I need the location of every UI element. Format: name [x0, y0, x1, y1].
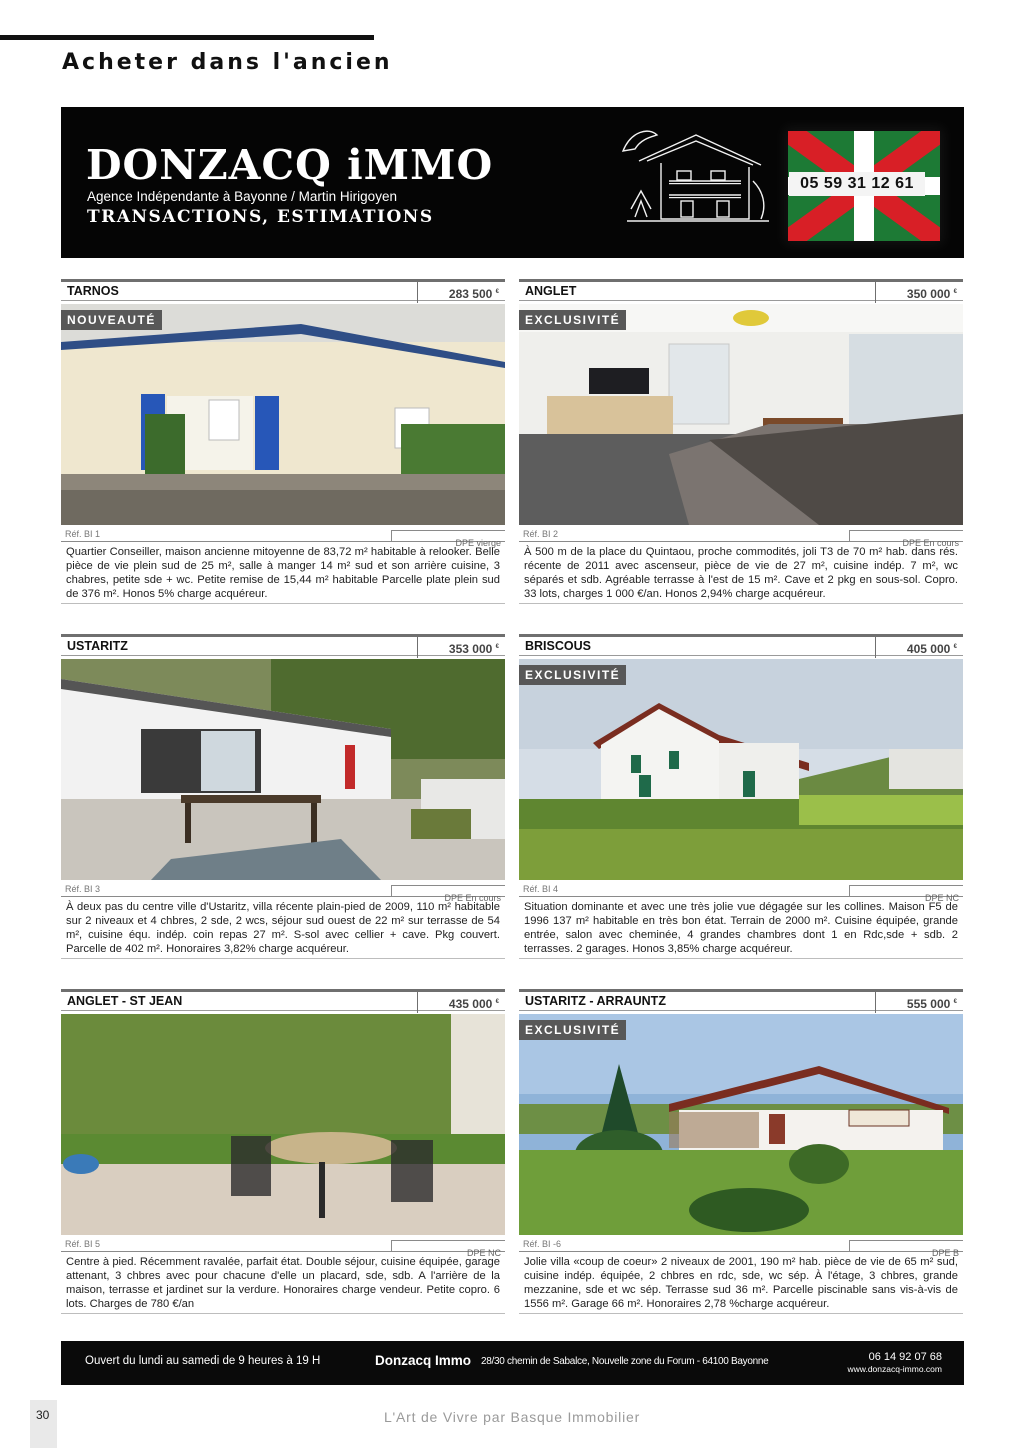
footer-address: 28/30 chemin de Sabalce, Nouvelle zone du Forum - 64100 Bayonne: [481, 1356, 769, 1367]
listing-badge: EXCLUSIVITÉ: [519, 665, 626, 685]
listing-city: ANGLET - ST JEAN: [67, 994, 183, 1008]
listing-city: USTARITZ - ARRAUNTZ: [525, 994, 666, 1008]
listing-city: TARNOS: [67, 284, 119, 298]
listing-photo: [61, 659, 505, 880]
section-title: Acheter dans l'ancien: [62, 50, 393, 75]
brand-services: TRANSACTIONS, ESTIMATIONS: [87, 207, 434, 227]
agency-banner: [61, 107, 964, 258]
listing-price: 283 500 €: [448, 287, 499, 301]
listing-description: Jolie villa «coup de coeur» 2 niveaux de 2001, 190 m² hab. pièce de vie de 65 m² sud, cuisine indép. équipée, 2 chbres en rdc, sde, wc sép. À l'étage, 3 chbres, grande mezzanine, sde et wc sép. Terrasse sud 36 m². Parcelle piscinable sans vis-à-vis de 1556 m². Garage 66 m². Honoraires 2,78 %charge acquéreur.: [524, 1256, 958, 1310]
footer-brand: Donzacq Immo: [375, 1353, 472, 1368]
listing-card: [519, 634, 963, 959]
listing-dpe: DPE NC: [466, 1248, 501, 1258]
listing-description: À 500 m de la place du Quintaou, proche commodités, joli T3 de 70 m² hab. dans rés. récente de 2011 avec ascenseur, pièce de vie de 27 m², cuisine indép. 7 m², wc séparés et sdb. Agréable terrasse à l'est de 15 m². Cave et 2 pkg en sous-sol. Copro. 33 lots, charges 1 000 €/an. Honos 2,94% charge acquéreur.: [524, 546, 958, 600]
listing-ref: Réf. BI 3: [65, 884, 101, 894]
listing-description: À deux pas du centre ville d'Ustaritz, villa récente plain-pied de 2009, 110 m² habitable sur 2 niveaux et 4 chbres, 2 sde, 2 wcs, séjour sud ouest de 22 m² sur terrasse de 54 m², cuisine équ. indép. coin repas 27 m². S-sol avec cellier + cave. Pkg couvert. Parcelle de 402 m². Honoraires 3,82% charge acquéreur.: [66, 901, 500, 955]
listing-ref: Réf. BI 2: [523, 529, 559, 539]
listing-city: BRISCOUS: [525, 639, 591, 653]
listing-description: Quartier Conseiller, maison ancienne mitoyenne de 83,72 m² habitable à relooker. Belle pièce de vie plein sud de 25 m², salle à manger 14 m² sud et son arrière cuisine, 3 chabres, petite sde + wc. Petite remise de 15,44 m² habitable Parcelle plate plein sud de 376 m². Honos 5% charge acquéreur.: [66, 546, 500, 600]
listing-description: Centre à pied. Récemment ravalée, parfait état. Double séjour, cuisine équipée, garage attenant, 3 chbres avec pour chacune d'elle un placard, sde, sdb. A l'arrière de la maison, terrasse et jardinet sur la verdure. Honoraires charge vendeur. Petite copro. 6 lots. Charges de 780 €/an: [66, 1256, 500, 1310]
listing-ref: Réf. BI 1: [65, 529, 101, 539]
listing-price: 555 000 €: [906, 997, 957, 1011]
banner-phone: 05 59 31 12 61: [789, 172, 925, 196]
listing-price: 435 000 €: [448, 997, 499, 1011]
brand-name: DONZACQ iMMO: [86, 141, 494, 189]
brand-tagline: Agence Indépendante à Bayonne / Martin Hirigoyen: [87, 189, 397, 204]
listing-city: USTARITZ: [67, 639, 128, 653]
listing-dpe: DPE NC: [924, 893, 959, 903]
listing-card: [61, 279, 505, 604]
listing-photo: [519, 1014, 963, 1235]
listing-card: [519, 279, 963, 604]
footer-hours: Ouvert du lundi au samedi de 9 heures à 19 H: [85, 1355, 321, 1367]
listing-dpe: DPE En cours: [444, 893, 501, 903]
listing-badge: EXCLUSIVITÉ: [519, 310, 626, 330]
listing-badge: NOUVEAUTÉ: [61, 310, 162, 330]
listing-card: [61, 989, 505, 1314]
footer-bar: [61, 1341, 964, 1385]
page-number: 30: [36, 1408, 50, 1422]
listing-ref: Réf. BI 5: [65, 1239, 101, 1249]
listing-price: 353 000 €: [448, 642, 499, 656]
chalet-drawing-icon: [621, 121, 771, 229]
footer-website[interactable]: www.donzacq-immo.com: [847, 1364, 942, 1374]
listing-photo: [61, 1014, 505, 1235]
listing-dpe: DPE vierge: [455, 538, 501, 548]
listing-photo: [519, 659, 963, 880]
listing-ref: Réf. BI 4: [523, 884, 559, 894]
top-rule: [0, 35, 374, 40]
footer-phone: 06 14 92 07 68: [868, 1351, 942, 1363]
listing-photo: [519, 304, 963, 525]
listing-card: [519, 989, 963, 1314]
listing-dpe: DPE En cours: [902, 538, 959, 548]
listing-ref: Réf. BI -6: [523, 1239, 562, 1249]
listing-description: Situation dominante et avec une très jolie vue dégagée sur les collines. Maison F5 de 1996 137 m² habitable en très bon état. Terrain de 2000 m². Cuisine équipée, grande entrée, salon avec cheminée, 4 grandes chambres dont 1 en Rdc,sde + sdb. 2 terrasses. 2 garages. Honos 3,85% charge acquéreur.: [524, 901, 958, 955]
listing-card: [61, 634, 505, 959]
listing-dpe: DPE B: [931, 1248, 959, 1258]
listing-price: 350 000 €: [906, 287, 957, 301]
listing-price: 405 000 €: [906, 642, 957, 656]
listing-city: ANGLET: [525, 284, 577, 298]
magazine-title: L'Art de Vivre par Basque Immobilier: [383, 1409, 641, 1425]
listing-badge: EXCLUSIVITÉ: [519, 1020, 626, 1040]
listing-photo: [61, 304, 505, 525]
